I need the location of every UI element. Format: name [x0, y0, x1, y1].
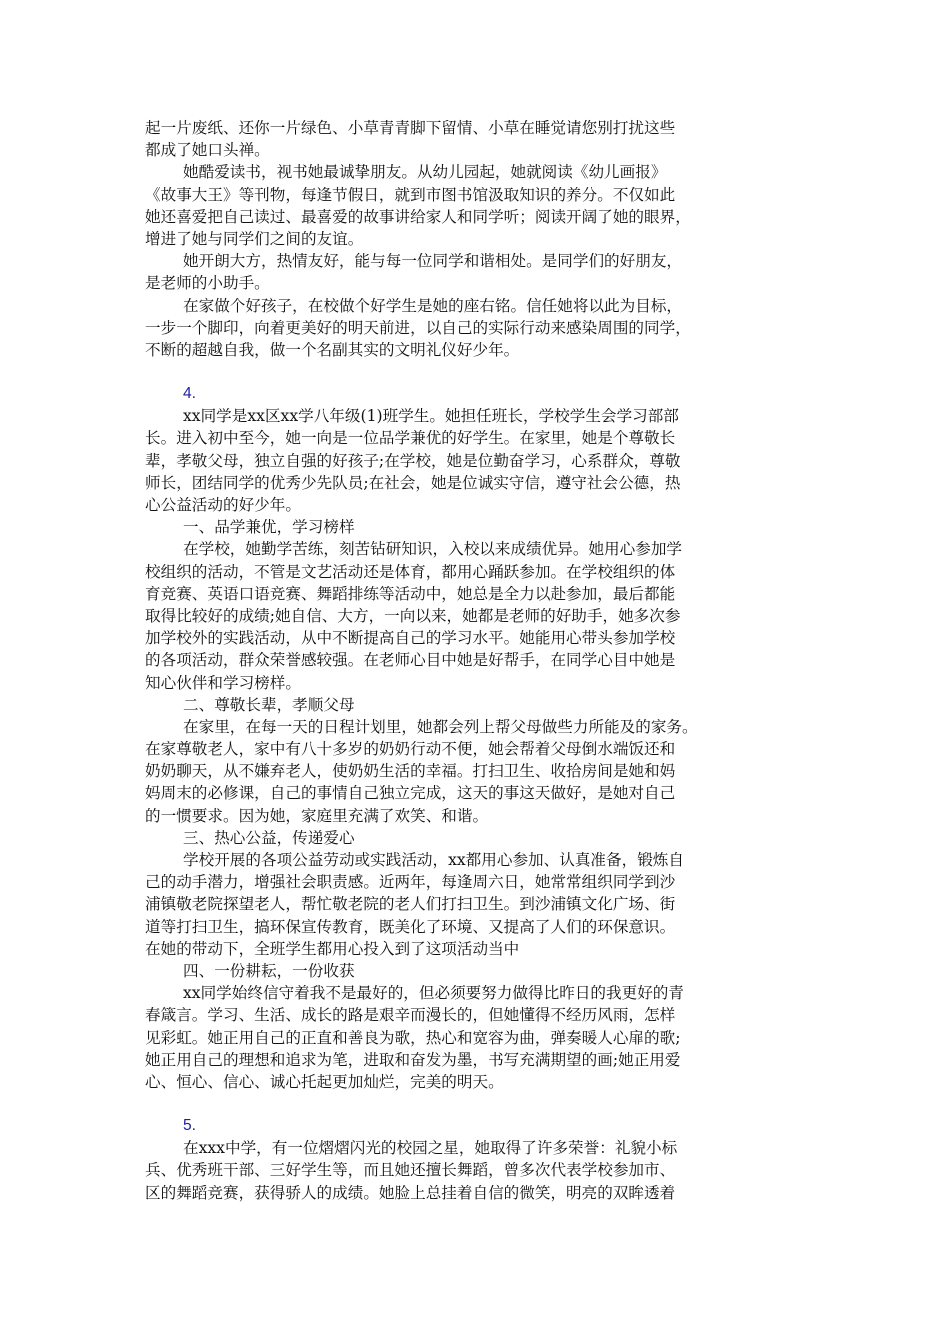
text-line: 她还喜爱把自己读过、最喜爱的故事讲给家人和同学听；阅读开阔了她的眼界， [145, 207, 691, 226]
paragraph-first-line: 三、热心公益，传递爱心 [183, 828, 355, 847]
text-line: 校组织的活动，不管是文艺活动还是体育，都用心踊跃参加。在学校组织的体 [145, 562, 676, 581]
section-number: 4. [183, 385, 197, 403]
text-line: 区的舞蹈竞赛，获得骄人的成绩。她脸上总挂着自信的微笑，明亮的双眸透着 [145, 1183, 676, 1202]
text-line: 浦镇敬老院探望老人，帮忙敬老院的老人们打扫卫生。到沙浦镇文化广场、街 [145, 895, 676, 914]
paragraph-first-line: xx同学始终信守着我不是最好的，但必须要努力做得比昨日的我更好的青 [183, 984, 684, 1003]
paragraph-first-line: 一、品学兼优，学习榜样 [183, 518, 355, 537]
paragraph-first-line: 二、尊敬长辈，孝顺父母 [183, 695, 355, 714]
section-number: 5. [183, 1117, 197, 1135]
text-line: 妈周末的必修课，自己的事情自己独立完成，这天的事这天做好，是她对自己 [145, 784, 676, 803]
text-line: 心、恒心、信心、诚心托起更加灿烂，完美的明天。 [145, 1072, 504, 1091]
paragraph-first-line: 在家做个好孩子，在校做个好学生是她的座右铭。信任她将以此为目标， [183, 296, 683, 315]
text-line: 取得比较好的成绩;她自信、大方，一向以来，她都是老师的好助手，她多次参 [145, 606, 681, 625]
text-line: 春箴言。学习、生活、成长的路是艰辛而漫长的，但她懂得不经历风雨，怎样 [145, 1006, 676, 1025]
text-line: 己的动手潜力，增强社会职责感。近两年，每逢周六日，她常常组织同学到沙 [145, 873, 676, 892]
text-line: 起一片废纸、还你一片绿色、小草青青脚下留情、小草在睡觉请您别打扰这些 [145, 119, 676, 137]
text-line: 在她的带动下，全班学生都用心投入到了这项活动当中 [145, 939, 520, 958]
paragraph-first-line: 在学校，她勤学苦练，刻苦钻研知识，入校以来成绩优异。她用心参加学 [183, 540, 683, 559]
text-line: 《故事大王》等刊物，每逢节假日，就到市图书馆汲取知识的养分。不仅如此 [145, 185, 676, 204]
paragraph-first-line: 学校开展的各项公益劳动或实践活动，xx都用心参加、认真准备，锻炼自 [183, 851, 684, 869]
text-line: 长。进入初中至今，她一向是一位品学兼优的好学生。在家里，她是个尊敬长 [145, 429, 676, 448]
text-line: 知心伙伴和学习榜样。 [145, 673, 301, 692]
paragraph-first-line: 在家里，在每一天的日程计划里，她都会列上帮父母做些力所能及的家务。 [183, 717, 698, 736]
paragraph-first-line: 四、一份耕耘，一份收获 [183, 961, 355, 980]
text-line: 奶奶聊天，从不嫌弃老人，使奶奶生活的幸福。打扫卫生、收拾房间是她和妈 [145, 762, 676, 781]
text-line: 兵、优秀班干部、三好学生等，而且她还擅长舞蹈，曾多次代表学校参加市、 [145, 1161, 676, 1180]
text-line: 加学校外的实践活动，从中不断提高自己的学习水平。她能用心带头参加学校 [145, 629, 676, 648]
text-line: 是老师的小助手。 [145, 274, 270, 293]
text-line: 她正用自己的理想和追求为笔，进取和奋发为墨，书写充满期望的画;她正用爱 [145, 1050, 681, 1069]
paragraph-first-line: 她开朗大方，热情友好，能与每一位同学和谐相处。是同学们的好朋友， [183, 252, 683, 271]
paragraph-first-line: 在xxx中学，有一位熠熠闪光的校园之星，她取得了许多荣誉：礼貌小标 [183, 1139, 678, 1158]
text-line: 道等打扫卫生，搞环保宣传教育，既美化了环境、又提高了人们的环保意识。 [145, 917, 676, 936]
text-line: 育竞赛、英语口语竞赛、舞蹈排练等活动中，她总是全力以赴参加，最后都能 [145, 584, 676, 603]
text-line: 辈，孝敬父母，独立自强的好孩子;在学校，她是位勤奋学习，心系群众，尊敬 [145, 451, 681, 470]
paragraph-gap [145, 361, 817, 383]
text-line: 的各项活动，群众荣誉感较强。在老师心目中她是好帮手，在同学心目中她是 [145, 651, 676, 670]
text-line: 见彩虹。她正用自己的正直和善良为歌，热心和宽容为曲，弹奏暖人心扉的歌; [145, 1028, 681, 1047]
text-line: 的一惯要求。因为她，家庭里充满了欢笑、和谐。 [145, 806, 489, 825]
text-line: 不断的超越自我，做一个名副其实的文明礼仪好少年。 [145, 340, 520, 359]
paragraph-first-line: xx同学是xx区xx学八年级(1)班学生。她担任班长，学校学生会学习部部 [183, 407, 679, 426]
text-line: 师长，团结同学的优秀少先队员;在社会，她是位诚实守信，遵守社会公德，热 [145, 473, 681, 492]
document-body [145, 117, 817, 1204]
text-line: 一步一个脚印，向着更美好的明天前进，以自己的实际行动来感染周围的同学， [145, 318, 691, 337]
text-line: 在家尊敬老人，家中有八十多岁的奶奶行动不便，她会帮着父母倒水端饭还和 [145, 740, 676, 759]
text-line: 都成了她口头禅。 [145, 141, 270, 160]
paragraph-gap [145, 1093, 817, 1115]
text-line: 增进了她与同学们之间的友谊。 [145, 229, 364, 248]
paragraph-first-line: 她酷爱读书，视书她最诚挚朋友。从幼儿园起，她就阅读《幼儿画报》 [183, 163, 667, 182]
text-line: 心公益活动的好少年。 [145, 496, 301, 514]
